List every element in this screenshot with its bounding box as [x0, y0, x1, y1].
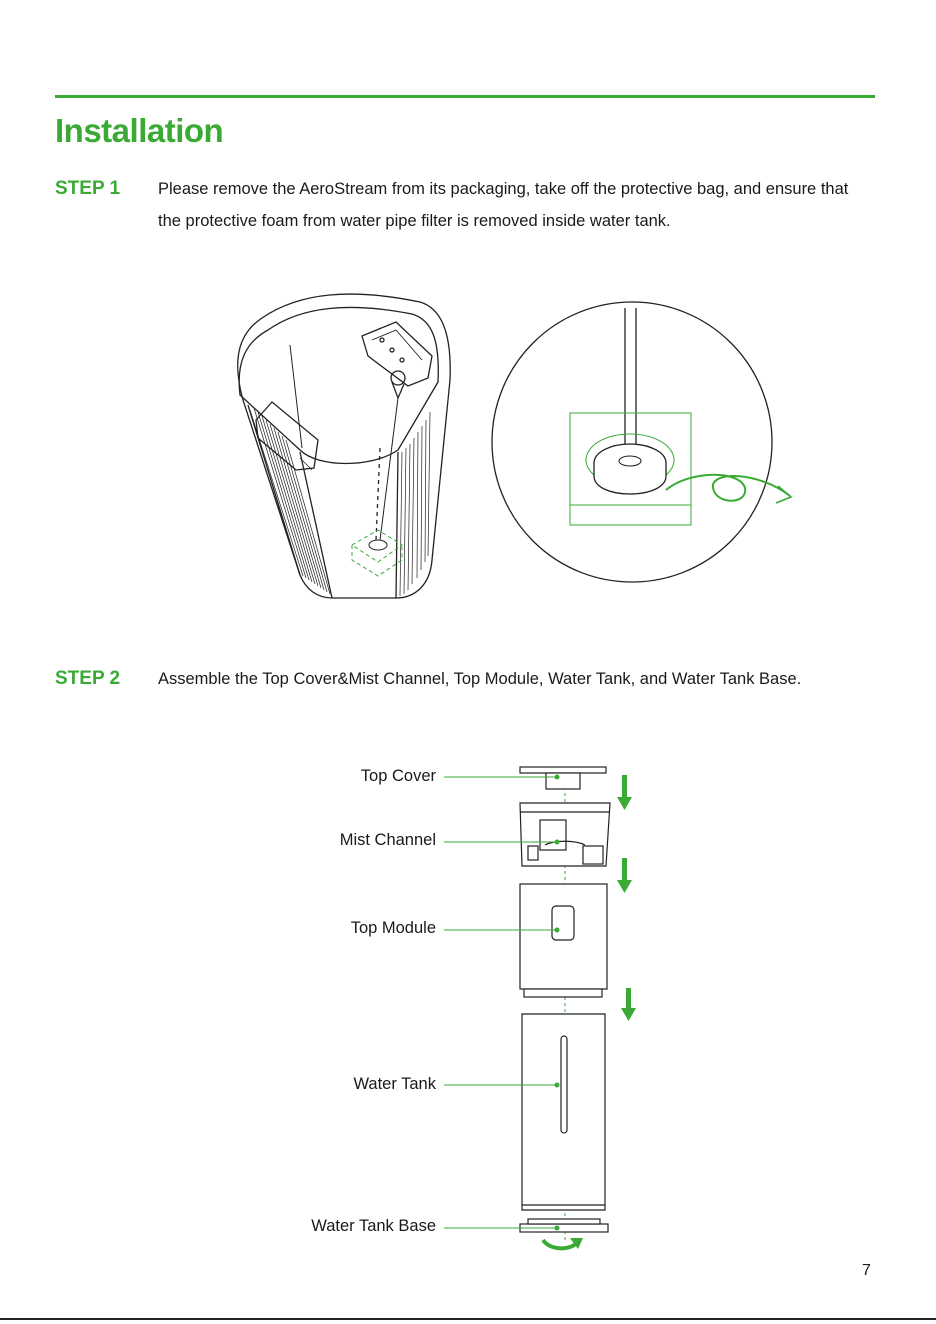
header-rule	[55, 95, 875, 98]
step2-label: STEP 2	[55, 668, 121, 689]
label-top-module: Top Module	[350, 919, 436, 937]
tank-drawing	[238, 294, 451, 598]
step2-text: Assemble the Top Cover&Mist Channel, Top Module, Water Tank, and Water Tank Base.	[158, 670, 802, 688]
label-mist-channel: Mist Channel	[339, 831, 436, 849]
filter-highlight	[352, 530, 402, 576]
page-number: 7	[862, 1262, 871, 1279]
down-arrow-icon	[617, 775, 632, 810]
down-arrow-icon	[617, 858, 632, 893]
step1-label: STEP 1	[55, 178, 121, 199]
step1-text: Please remove the AeroStream from its packaging, take off the protective bag, and ensure that the protective foam from water pipe filter is removed inside water tank.	[158, 180, 849, 230]
label-water-tank: Water Tank	[353, 1075, 436, 1093]
down-arrow-icon	[621, 988, 636, 1021]
water-tank-base-part	[520, 1219, 608, 1232]
label-top-cover: Top Cover	[360, 767, 436, 785]
top-cover-part	[520, 767, 606, 789]
top-module-part	[520, 884, 607, 997]
rotate-arrow-icon	[776, 486, 791, 503]
detail-circle	[492, 302, 791, 582]
label-water-tank-base: Water Tank Base	[311, 1217, 436, 1235]
rotate-arrow-icon	[543, 1238, 583, 1249]
footer-rule	[0, 1318, 936, 1320]
water-tank-part	[522, 1014, 605, 1210]
page-title: Installation	[55, 112, 224, 149]
mist-channel-part	[520, 803, 610, 866]
